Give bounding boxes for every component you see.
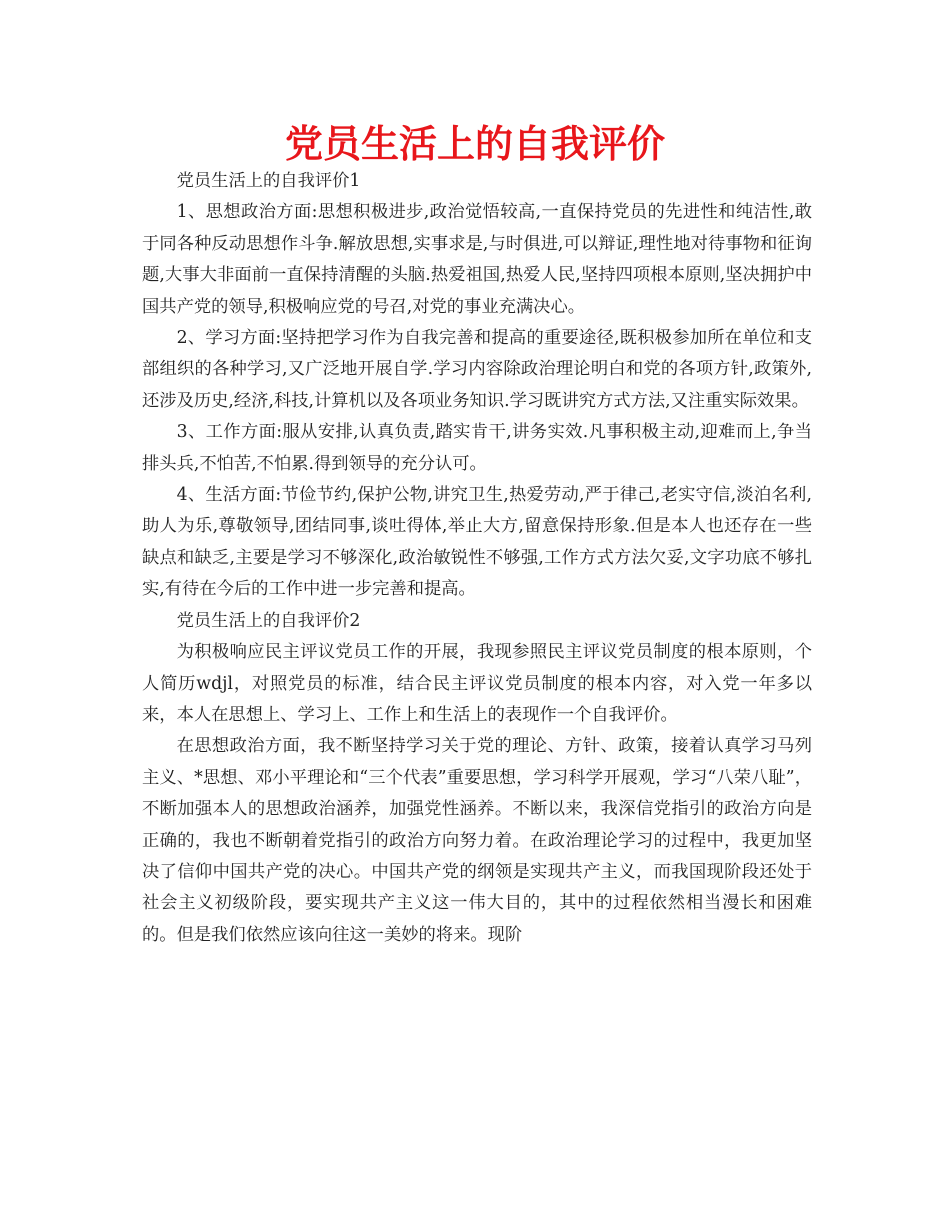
document-title: 党员生活上的自我评价 [284,122,665,166]
document-body [142,166,812,951]
section-heading-2: 党员生活上的自我评价2 [176,610,361,631]
paragraph-life: 4、生活方面:节俭节约,保护公物,讲究卫生,热爱劳动,严于律己,老实守信,淡泊名利,助人为乐,尊敬领导,团结同事,谈吐得体,举止大方,留意保持形象.但是本人也还存在一些缺点和缺乏,主要是学习不够深化,政治敏锐性不够强,工作方式方法欠妥,文字功底不够扎实,有待在今后的工作中进一步完善和提高。 [142,485,812,600]
paragraph-political: 1、思想政治方面:思想积极进步,政治觉悟较高,一直保持党员的先进性和纯洁性,敢于同各种反动思想作斗争.解放思想,实事求是,与时俱进,可以辩证,理性地对待事物和征询题,大事大非面前一直保持清醒的头脑.热爱祖国,热爱人民,坚持四项根本原则,坚决拥护中国共产党的领导,积极响应党的号召,对党的事业充满决心。 [142,202,812,317]
paragraph-study: 2、学习方面:坚持把学习作为自我完善和提高的重要途径,既积极参加所在单位和支部组织的各种学习,又广泛地开展自学.学习内容除政治理论明白和党的各项方针,政策外,还涉及历史,经济,科技,计算机以及各项业务知识.学习既讲究方式方法,又注重实际效果。 [142,328,812,411]
paragraph-ideology: 在思想政治方面，我不断坚持学习关于党的理论、方针、政策，接着认真学习马列主义、*思想、邓小平理论和“三个代表”重要思想，学习科学开展观，学习“八荣八耻”，不断加强本人的思想政治涵养，加强党性涵养。不断以来，我深信党指引的政治方向是正确的，我也不断朝着党指引的政治方向努力着。在政治理论学习的过程中，我更加坚决了信仰中国共产党的决心。中国共产党的纲领是实现共产主义，而我国现阶段还处于社会主义初级阶段，要实现共产主义这一伟大目的，其中的过程依然相当漫长和困难的。但是我们依然应该向往这一美妙的将来。现阶 [142,736,812,945]
section-heading-1: 党员生活上的自我评价1 [176,171,361,191]
paragraph-intro: 为积极响应民主评议党员工作的开展，我现参照民主评议党员制度的根本原则，个人简历wdjl，对照党员的标准，结合民主评议党员制度的根本内容，对入党一年多以来，本人在思想上、学习上、工作上和生活上的表现作一个自我评价。 [142,642,812,725]
paragraph-work: 3、工作方面:服从安排,认真负责,踏实肯干,讲务实效.凡事积极主动,迎难而上,争当排头兵,不怕苦,不怕累.得到领导的充分认可。 [142,422,812,474]
